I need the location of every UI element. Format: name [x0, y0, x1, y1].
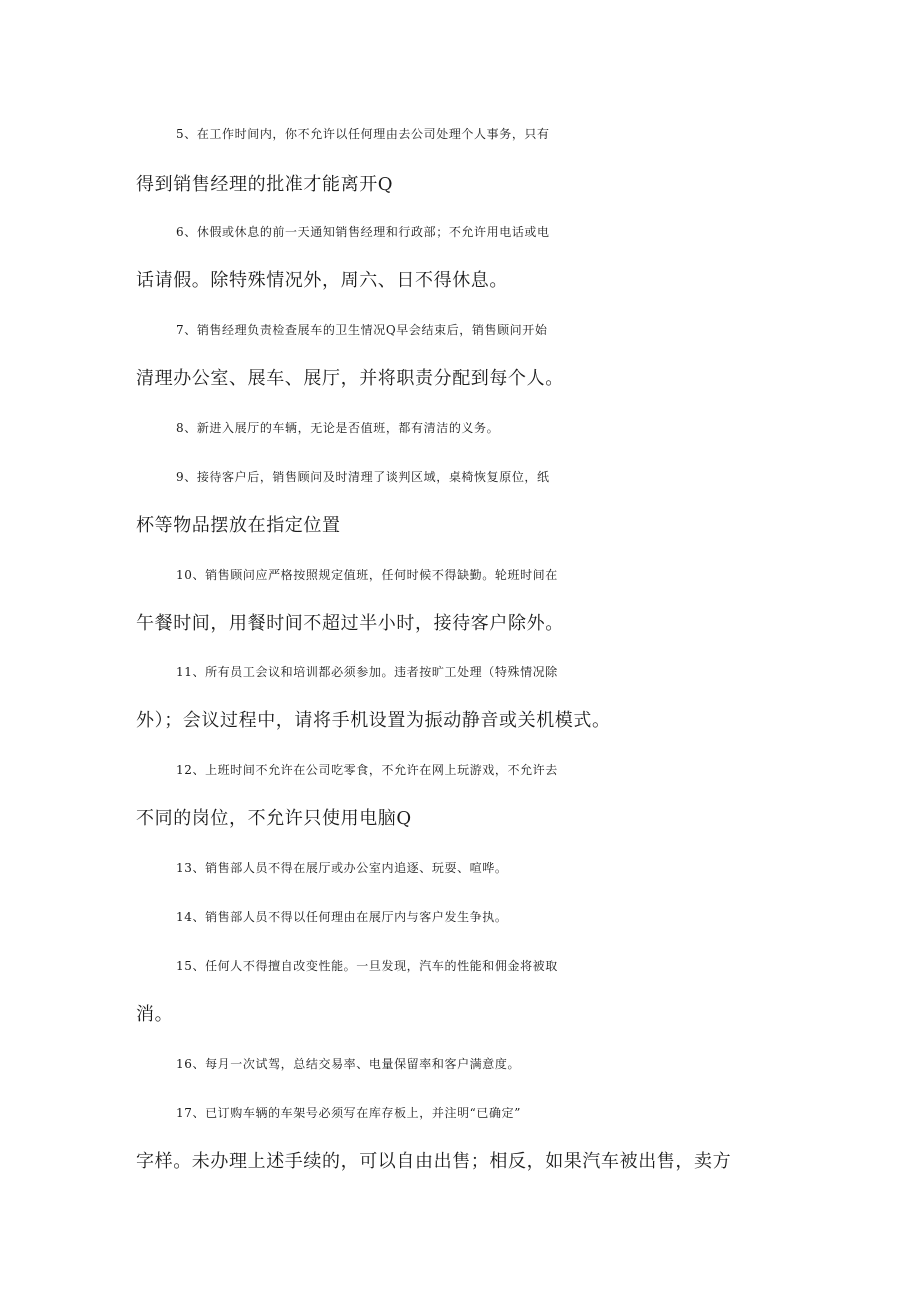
rule-5-line-2: 得到销售经理的批准才能离开Q [136, 174, 394, 195]
rule-17-line-2: 字样。未办理上述手续的，可以自由出售；相反，如果汽车被出售，卖方 [136, 1151, 732, 1172]
rule-11-line-1: 11、所有员工会议和培训都必须参加。违者按旷工处理（特殊情况除 [176, 665, 558, 679]
rule-14-line-1: 14、销售部人员不得以任何理由在展厅内与客户发生争执。 [176, 910, 508, 924]
rule-6-line-2: 话请假。除特殊情况外，周六、日不得休息。 [136, 270, 508, 291]
rule-10-line-2: 午餐时间，用餐时间不超过半小时，接待客户除外。 [136, 613, 564, 634]
rule-5-line-1: 5、在工作时间内，你不允许以任何理由去公司处理个人事务，只有 [176, 127, 550, 141]
rule-13-line-1: 13、销售部人员不得在展厅或办公室内追逐、玩耍、喧哗。 [176, 861, 508, 875]
rule-12-line-1: 12、上班时间不允许在公司吃零食，不允许在网上玩游戏，不允许去 [176, 763, 558, 777]
rule-9-line-1: 9、接待客户后，销售顾问及时清理了谈判区域，桌椅恢复原位，纸 [176, 470, 550, 484]
rule-11-line-2: 外）；会议过程中，请将手机设置为振动静音或关机模式。 [136, 710, 611, 731]
rule-17-line-1: 17、已订购车辆的车架号必须写在库存板上，并注明“已确定” [176, 1106, 521, 1120]
rule-8-line-1: 8、新进入展厅的车辆，无论是否值班，都有清洁的义务。 [176, 421, 500, 435]
rule-12-line-2: 不同的岗位，不允许只使用电脑Q [136, 808, 412, 829]
rule-16-line-1: 16、每月一次试驾，总结交易率、电量保留率和客户满意度。 [176, 1057, 521, 1071]
rule-15-line-1: 15、任何人不得擅自改变性能。一旦发现，汽车的性能和佣金将被取 [176, 959, 558, 973]
rule-7-line-1: 7、销售经理负责检查展车的卫生情况Q早会结束后，销售顾问开始 [176, 323, 548, 337]
rule-10-line-1: 10、销售顾问应严格按照规定值班，任何时候不得缺勤。轮班时间在 [176, 568, 558, 582]
rule-6-line-1: 6、休假或休息的前一天通知销售经理和行政部；不允许用电话或电 [176, 225, 550, 239]
rule-9-line-2: 杯等物品摆放在指定位置 [136, 515, 341, 536]
rule-7-line-2: 清理办公室、展车、展厅，并将职责分配到每个人。 [136, 368, 564, 389]
rule-15-line-2: 消。 [136, 1004, 174, 1025]
